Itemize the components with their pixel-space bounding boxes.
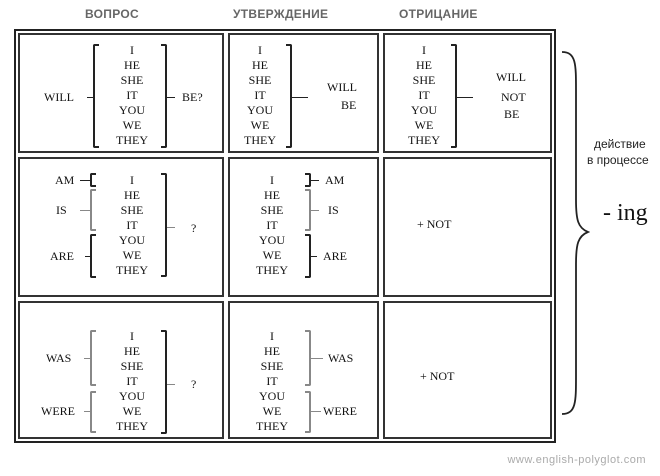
watermark: www.english-polyglot.com — [507, 454, 646, 466]
pronoun: I — [258, 43, 262, 57]
pronoun: WE — [122, 404, 142, 418]
pronoun: I — [130, 329, 134, 343]
connector-line — [311, 180, 319, 181]
connector-line — [80, 210, 90, 211]
pronoun: SHE — [260, 359, 284, 373]
pronoun: SHE — [260, 203, 284, 217]
pronoun: THEY — [116, 419, 148, 433]
pronoun: YOU — [119, 233, 145, 247]
pronoun: WE — [414, 118, 434, 132]
pronoun: YOU — [259, 389, 285, 403]
pronoun: I — [130, 173, 134, 187]
right-bracket — [161, 44, 167, 148]
pronoun: I — [422, 43, 426, 57]
pronoun: YOU — [259, 233, 285, 247]
right-bracket — [161, 330, 167, 434]
pronoun: I — [130, 43, 134, 57]
pronoun: SHE — [412, 73, 436, 87]
connector-line — [167, 384, 175, 385]
present-affirmative-are: ARE — [323, 249, 347, 263]
pronoun: WE — [262, 248, 282, 262]
left-bracket — [90, 391, 96, 433]
right-bracket — [451, 44, 457, 148]
right-bracket — [161, 173, 167, 277]
cell-past-negative — [383, 301, 552, 439]
connector-line — [311, 358, 323, 359]
pronoun: HE — [124, 188, 140, 202]
present-question-are: ARE — [50, 249, 74, 263]
pronoun: HE — [124, 344, 140, 358]
future-affirmative-line1: WILL — [327, 80, 357, 94]
past-affirmative-were: WERE — [323, 404, 357, 418]
present-question-mark: ? — [191, 221, 197, 235]
future-negative-line1: WILL — [496, 70, 526, 84]
pronoun: YOU — [411, 103, 437, 117]
pronoun: THEY — [244, 133, 276, 147]
cell-present-negative — [383, 157, 552, 297]
connector-line — [311, 210, 319, 211]
side-label-line2: в процессе — [587, 153, 649, 167]
pronoun: SHE — [120, 359, 144, 373]
past-question-mark: ? — [191, 377, 197, 391]
right-bracket — [286, 44, 292, 148]
pronoun: HE — [124, 58, 140, 72]
right-bracket — [305, 391, 311, 433]
pronoun: THEY — [116, 133, 148, 147]
pronoun: IT — [126, 88, 138, 102]
past-affirmative-was: WAS — [328, 351, 354, 365]
present-negative-text: + NOT — [417, 217, 452, 231]
connector-line — [311, 256, 317, 257]
pronoun: HE — [416, 58, 432, 72]
pronoun: IT — [126, 374, 138, 388]
future-question-tail: BE? — [182, 90, 203, 104]
header-question: ВОПРОС — [85, 7, 139, 21]
pronoun: YOU — [119, 103, 145, 117]
future-question-aux: WILL — [44, 90, 74, 104]
pronoun: SHE — [248, 73, 272, 87]
pronoun: WE — [262, 404, 282, 418]
left-bracket — [90, 330, 96, 386]
connector-line — [80, 180, 90, 181]
connector-line — [311, 411, 321, 412]
pronoun: WE — [250, 118, 270, 132]
left-bracket — [90, 189, 96, 231]
connector-line — [457, 97, 473, 98]
pronoun: THEY — [256, 419, 288, 433]
pronoun: YOU — [247, 103, 273, 117]
pronoun: THEY — [408, 133, 440, 147]
present-affirmative-is: IS — [328, 203, 339, 217]
left-bracket — [93, 44, 99, 148]
pronoun: THEY — [116, 263, 148, 277]
curly-brace-icon — [560, 50, 590, 418]
ing-suffix: - ing — [603, 200, 648, 226]
pronoun: WE — [122, 248, 142, 262]
connector-line — [292, 97, 308, 98]
pronoun: I — [270, 173, 274, 187]
pronoun: WE — [122, 118, 142, 132]
pronoun: IT — [254, 88, 266, 102]
present-question-is: IS — [56, 203, 67, 217]
left-bracket — [90, 173, 96, 187]
pronoun: SHE — [120, 203, 144, 217]
future-negative-line2: NOT — [501, 90, 526, 104]
future-negative-line3: BE — [504, 107, 520, 121]
connector-line — [167, 97, 175, 98]
pronoun: THEY — [256, 263, 288, 277]
pronoun: IT — [266, 374, 278, 388]
side-label-line1: действие — [594, 137, 646, 151]
pronoun: IT — [126, 218, 138, 232]
pronoun: HE — [264, 188, 280, 202]
header-negative: ОТРИЦАНИЕ — [399, 7, 478, 21]
present-affirmative-am: AM — [325, 173, 345, 187]
pronoun: YOU — [119, 389, 145, 403]
pronoun: HE — [264, 344, 280, 358]
pronoun: IT — [418, 88, 430, 102]
pronoun: IT — [266, 218, 278, 232]
past-question-was: WAS — [46, 351, 72, 365]
connector-line — [167, 227, 175, 228]
header-affirmative: УТВЕРЖДЕНИЕ — [233, 7, 329, 21]
future-affirmative-line2: BE — [341, 98, 357, 112]
present-question-am: AM — [55, 173, 75, 187]
pronoun: SHE — [120, 73, 144, 87]
past-question-were: WERE — [41, 404, 75, 418]
left-bracket — [90, 234, 96, 278]
past-negative-text: + NOT — [420, 369, 455, 383]
pronoun: HE — [252, 58, 268, 72]
pronoun: I — [270, 329, 274, 343]
